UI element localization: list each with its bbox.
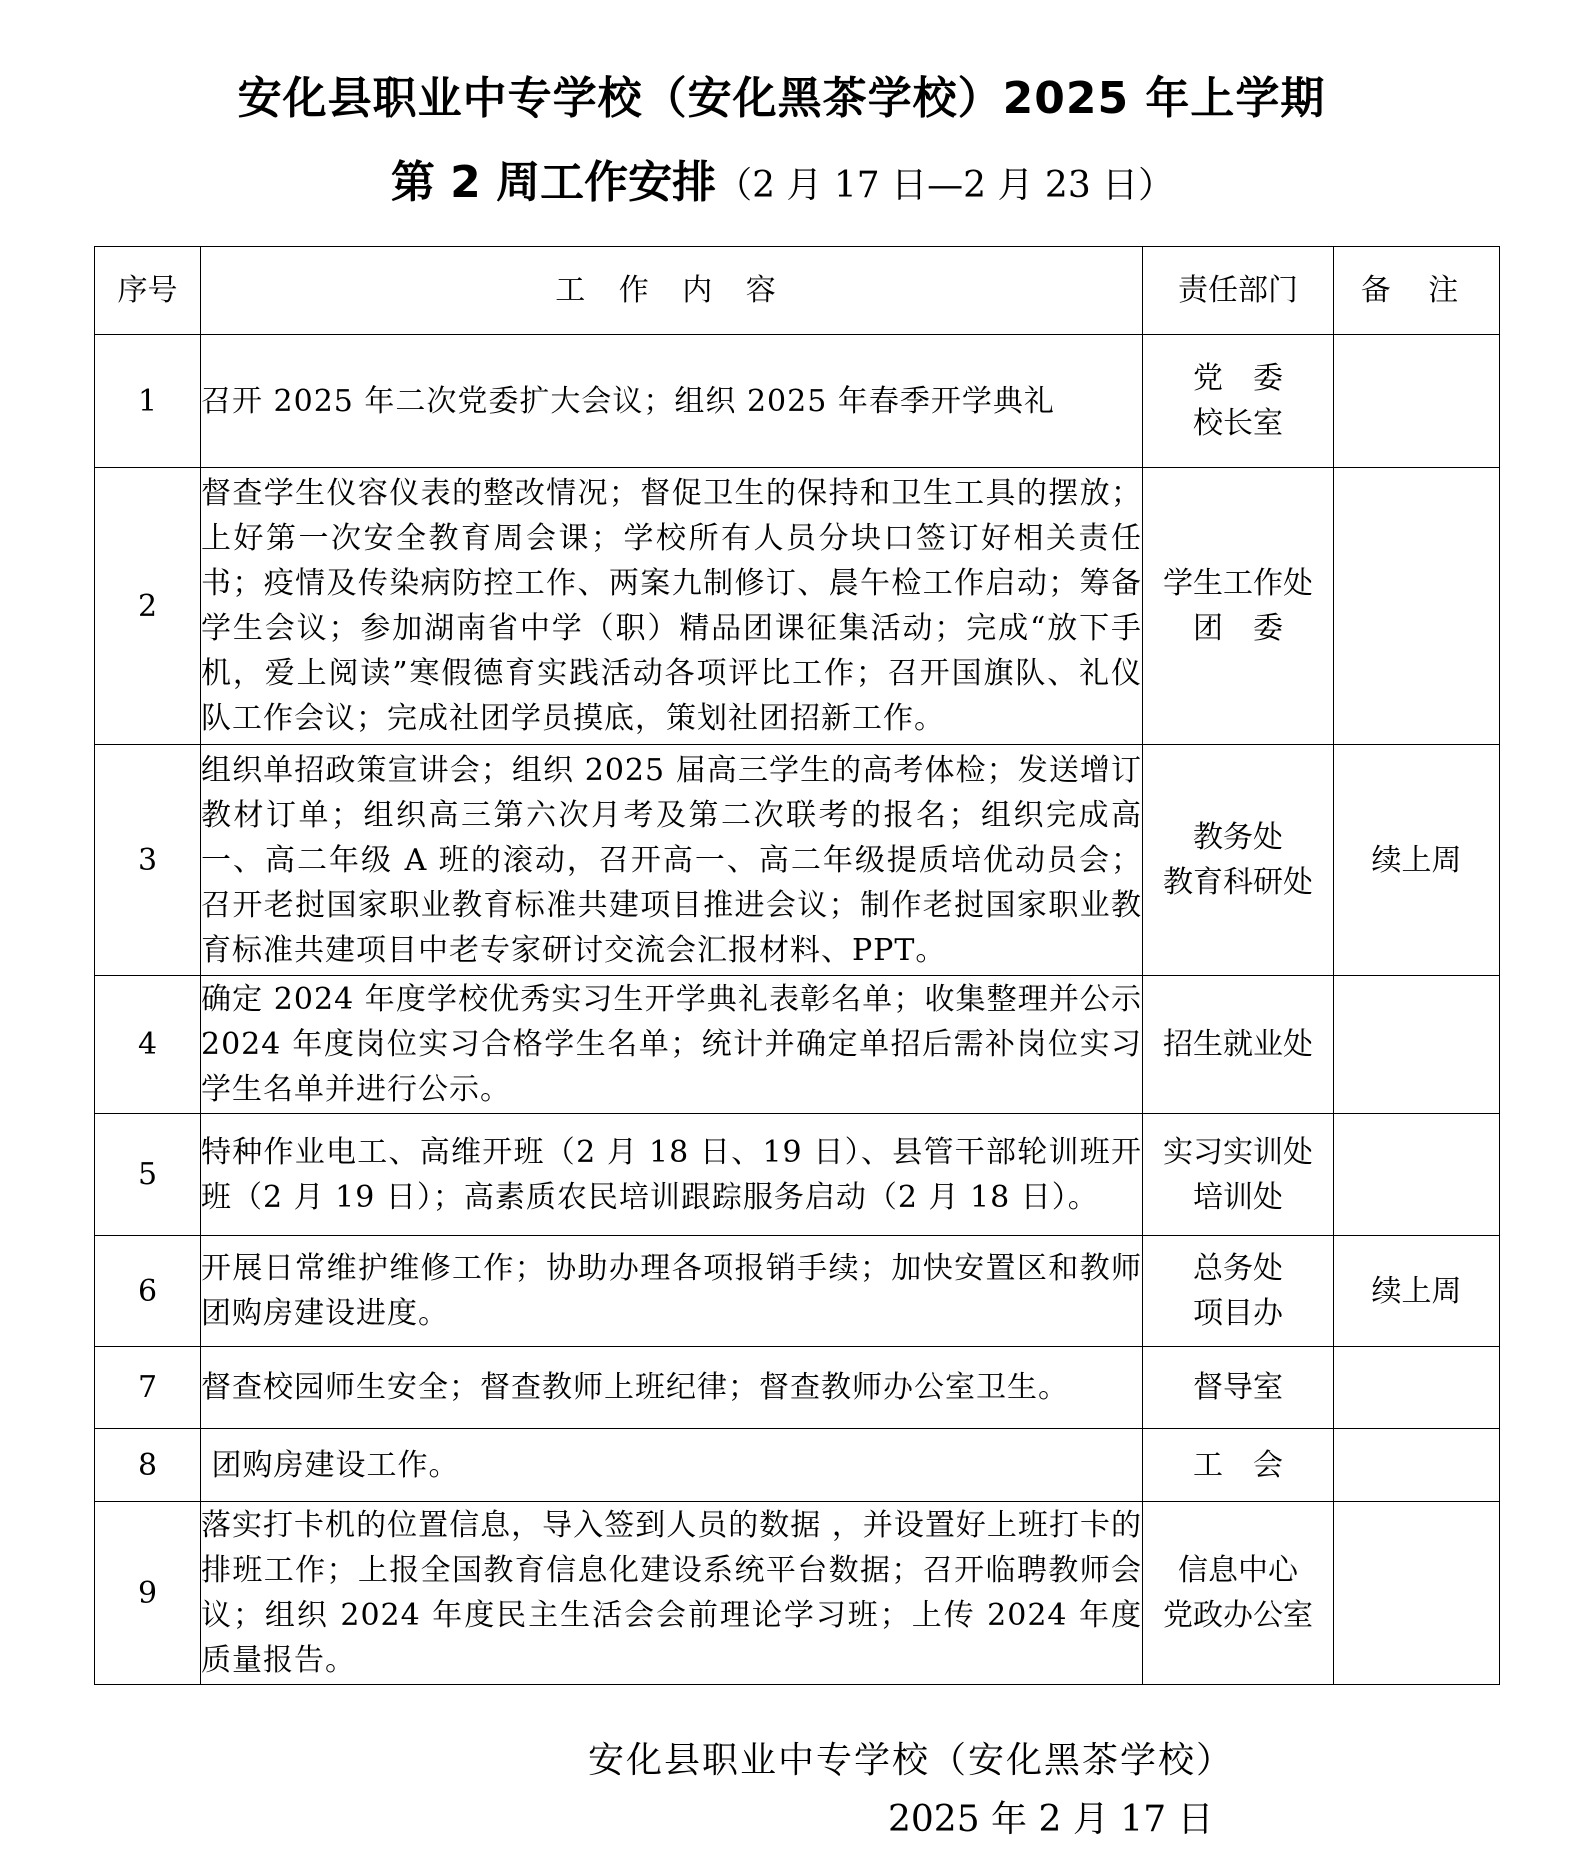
table-row [95, 1347, 1500, 1429]
dept-line: 督导室 [1193, 1370, 1283, 1405]
row-note [1334, 468, 1500, 745]
document-title-line1: 安化县职业中专学校（安化黑茶学校）2025 年上学期 [237, 73, 1326, 124]
row-dept [1143, 335, 1334, 468]
date-range: （2 月 17 日—2 月 23 日） [716, 165, 1175, 206]
dept-line: 工 会 [1193, 1447, 1283, 1483]
row-dept [1143, 1347, 1334, 1429]
dept-line: 培训处 [1193, 1179, 1283, 1215]
document-title-line2 [0, 146, 1576, 210]
table-row [95, 1502, 1500, 1685]
row-content: 确定 2024 年度学校优秀实习生开学典礼表彰名单；收集整理并公示 2024 年度岗位实习合格学生名单；统计并确定单招后需补岗位实习学生名单并进行公示。 [201, 976, 1143, 1114]
dept-line: 总务处 [1193, 1251, 1283, 1286]
table-row [95, 745, 1500, 976]
row-content: 督查校园师生安全；督查教师上班纪律；督查教师办公室卫生。 [201, 1347, 1143, 1429]
table-row [95, 976, 1500, 1114]
row-content: 督查学生仪容仪表的整改情况；督促卫生的保持和卫生工具的摆放；上好第一次安全教育周会课；学校所有人员分块口签订好相关责任书；疫情及传染病防控工作、两案九制修订、晨午检工作启动；筹备学生会议；参加湖南省中学（职）精品团课征集活动；完成“放下手机，爱上阅读”寒假德育实践活动各项评比工作；召开国旗队、礼仪队工作会议；完成社团学员摸底，策划社团招新工作。 [201, 468, 1143, 745]
row-dept [1143, 745, 1334, 976]
dept-line: 实习实训处 [1163, 1134, 1313, 1170]
table-row [95, 468, 1500, 745]
row-note [1334, 1502, 1500, 1685]
row-dept [1143, 468, 1334, 745]
row-seq: 5 [95, 1114, 201, 1236]
header-note: 备 注 [1334, 247, 1500, 335]
row-content: 组织单招政策宣讲会；组织 2025 届高三学生的高考体检；发送增订教材订单；组织高三第六次月考及第二次联考的报名；组织完成高一、高二年级 A 班的滚动，召开高一、高二年级提质培优动员会；召开老挝国家职业教育标准共建项目推进会议；制作老挝国家职业教育标准共建项目中老专家研讨交流会汇报材料、PPT。 [201, 745, 1143, 976]
row-content: 开展日常维护维修工作；协助办理各项报销手续；加快安置区和教师团购房建设进度。 [201, 1236, 1143, 1347]
header-dept: 责任部门 [1143, 247, 1334, 335]
table-row [95, 1114, 1500, 1236]
row-content: 特种作业电工、高维开班（2 月 18 日、19 日）、县管干部轮训班开班（2 月 19 日）；高素质农民培训跟踪服务启动（2 月 18 日）。 [201, 1114, 1143, 1236]
table-row [95, 335, 1500, 468]
row-note [1334, 1429, 1500, 1502]
row-dept [1143, 1114, 1334, 1236]
row-note: 续上周 [1334, 1236, 1500, 1347]
row-note [1334, 1114, 1500, 1236]
row-seq: 7 [95, 1347, 201, 1429]
row-note [1334, 335, 1500, 468]
dept-line: 招生就业处 [1163, 1027, 1313, 1062]
header-seq: 序号 [95, 247, 201, 335]
row-note [1334, 976, 1500, 1114]
dept-line: 教务处 [1193, 820, 1283, 855]
table-row [95, 1236, 1500, 1347]
dept-line: 党 委 [1193, 361, 1283, 396]
row-dept [1143, 1236, 1334, 1347]
work-plan-table [94, 246, 1500, 1685]
row-seq: 3 [95, 745, 201, 976]
row-note [1334, 1347, 1500, 1429]
row-seq: 4 [95, 976, 201, 1114]
week-title: 第 2 周工作安排 [390, 157, 717, 208]
row-seq: 6 [95, 1236, 201, 1347]
dept-line: 项目办 [1193, 1296, 1283, 1331]
table-row [95, 1429, 1500, 1502]
row-seq: 8 [95, 1429, 201, 1502]
row-seq: 9 [95, 1502, 201, 1685]
dept-line: 团 委 [1193, 611, 1283, 646]
row-dept [1143, 1429, 1334, 1502]
dept-line: 教育科研处 [1163, 865, 1313, 900]
dept-line: 学生工作处 [1163, 566, 1313, 601]
row-seq: 2 [95, 468, 201, 745]
row-dept [1143, 1502, 1334, 1685]
row-content: 落实打卡机的位置信息，导入签到人员的数据 ，并设置好上班打卡的排班工作；上报全国教育信息化建设系统平台数据；召开临聘教师会议；组织 2024 年度民主生活会会前理论学习班；上传 2024 年度质量报告。 [201, 1502, 1143, 1685]
row-seq: 1 [95, 335, 201, 468]
header-content: 工 作 内 容 [201, 247, 1143, 335]
dept-line: 校长室 [1193, 406, 1283, 441]
dept-line: 信息中心 [1178, 1553, 1298, 1588]
row-content: 召开 2025 年二次党委扩大会议；组织 2025 年春季开学典礼 [201, 335, 1143, 468]
signature-date: 2025 年 2 月 17 日 [888, 1799, 1214, 1840]
row-dept [1143, 976, 1334, 1114]
signature-organization: 安化县职业中专学校（安化黑茶学校） [588, 1740, 1235, 1781]
dept-line: 党政办公室 [1163, 1598, 1313, 1633]
row-note: 续上周 [1334, 745, 1500, 976]
row-content: 团购房建设工作。 [201, 1429, 1143, 1502]
table-header-row [95, 247, 1500, 335]
